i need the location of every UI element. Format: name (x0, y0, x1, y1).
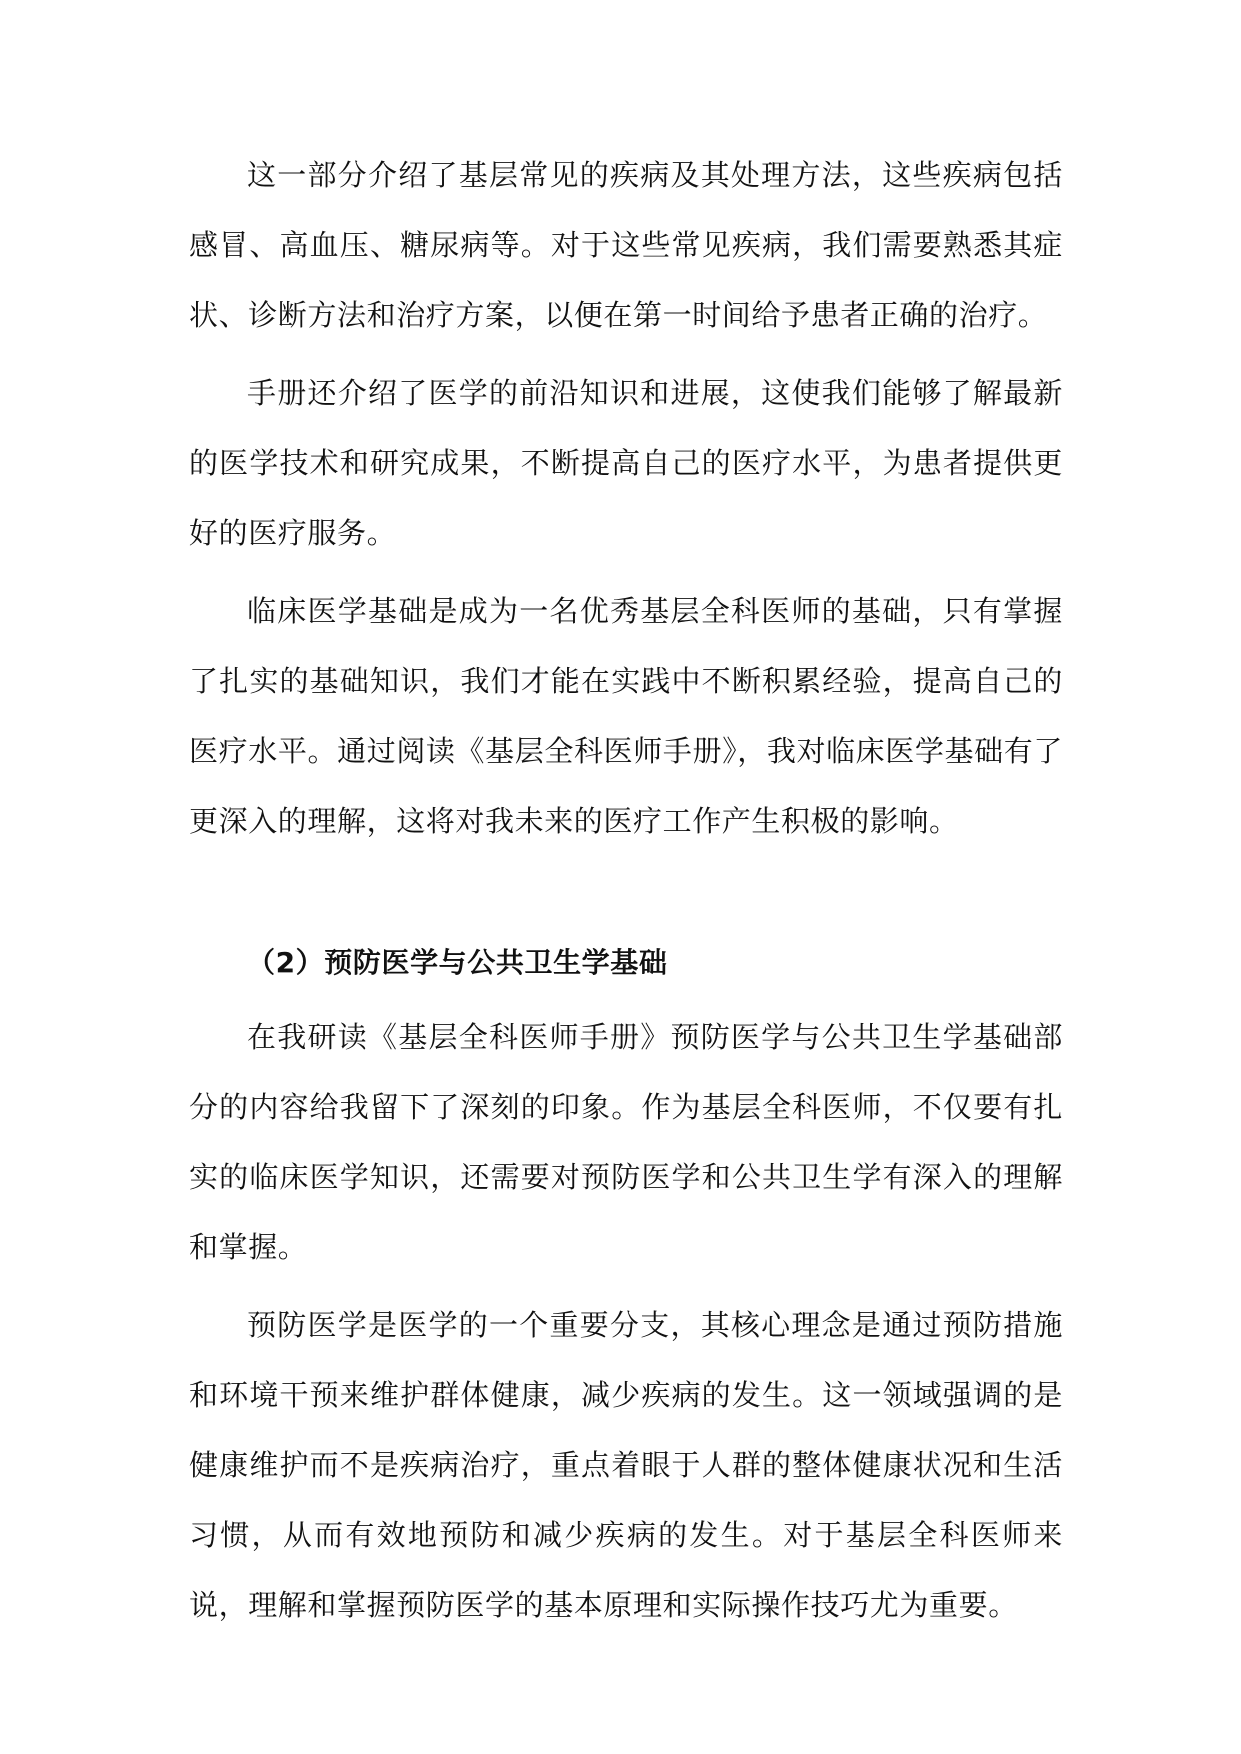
paragraph-clinical-foundation: 临床医学基础是成为一名优秀基层全科医师的基础，只有掌握了扎实的基础知识，我们才能在实践中不断积累经验，提高自己的医疗水平。通过阅读《基层全科医师手册》，我对临床医学基础有了更深入的理解，这将对我未来的医疗工作产生积极的影响。 (189, 594, 1063, 838)
paragraph-common-diseases: 这一部分介绍了基层常见的疾病及其处理方法，这些疾病包括感冒、高血压、糖尿病等。对于这些常见疾病，我们需要熟悉其症状、诊断方法和治疗方案，以便在第一时间给予患者正确的治疗。 (189, 158, 1063, 332)
paragraph-preventive-medicine: 预防医学是医学的一个重要分支，其核心理念是通过预防措施和环境干预来维护群体健康，减少疾病的发生。这一领域强调的是健康维护而不是疾病治疗，重点着眼于人群的整体健康状况和生活习惯，从而有效地预防和减少疾病的发生。对于基层全科医师来说，理解和掌握预防医学的基本原理和实际操作技巧尤为重要。 (189, 1308, 1063, 1622)
document-body (189, 140, 1063, 1648)
section-heading: （2）预防医学与公共卫生学基础 (247, 946, 668, 979)
paragraph-frontier-knowledge: 手册还介绍了医学的前沿知识和进展，这使我们能够了解最新的医学技术和研究成果，不断提高自己的医疗水平，为患者提供更好的医疗服务。 (189, 376, 1063, 550)
paragraph-preventive-intro: 在我研读《基层全科医师手册》预防医学与公共卫生学基础部分的内容给我留下了深刻的印象。作为基层全科医师，不仅要有扎实的临床医学知识，还需要对预防医学和公共卫生学有深入的理解和掌握。 (189, 1020, 1063, 1264)
